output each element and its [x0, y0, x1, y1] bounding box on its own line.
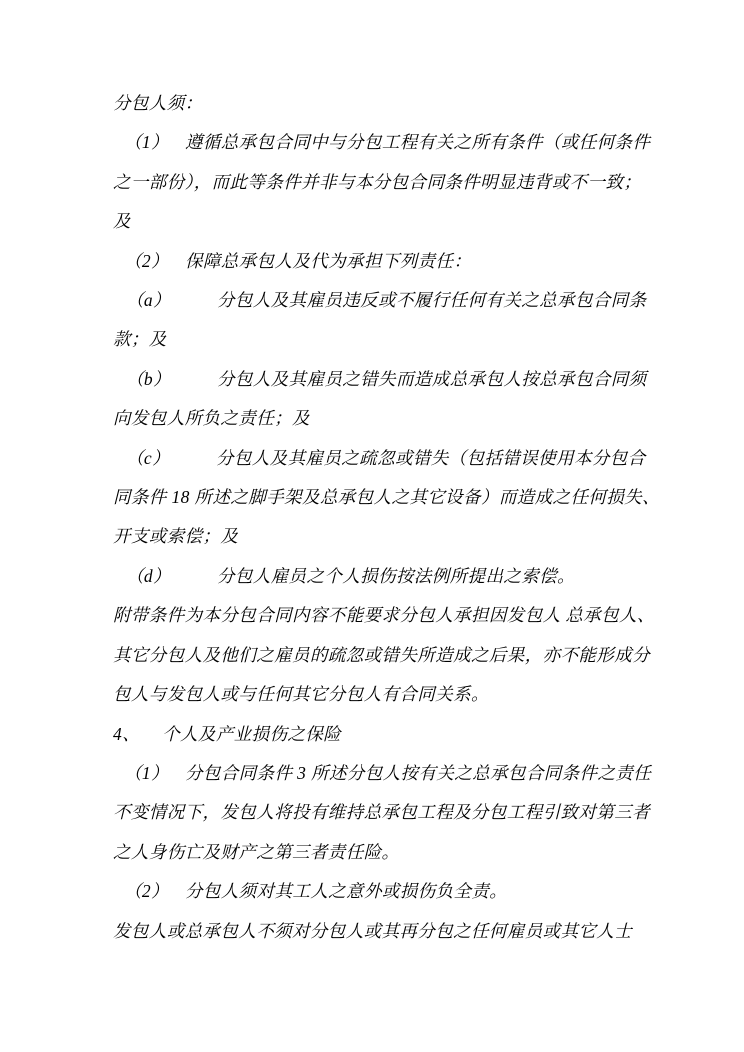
text-line — [113, 793, 650, 832]
line-text: 不变情况下，发包人将投有维持总承包工程及分包工程引致对第三者 — [113, 802, 650, 823]
line-text: 之人身伤亡及财产之第三者责任险。 — [113, 841, 400, 862]
line-text: 发包人或总承包人不须对分包人或其再分包之任何雇员或其它人士 — [113, 920, 633, 941]
line-marker: （a） — [126, 290, 171, 311]
line-text: 附带条件为本分包合同内容不能要求分包人承担因发包人 总承包人、 — [113, 605, 655, 626]
line-text: 款；及 — [113, 329, 167, 350]
line-text: 遵循总承包合同中与分包工程有关之所有条件（或任何条件 — [184, 132, 651, 153]
line-text: 分包人及其雇员违反或不履行任何有关之总承包合同条 — [216, 290, 647, 311]
line-text: 分包合同条件 3 所述分包人按有关之总承包合同条件之责任 — [184, 762, 652, 783]
line-text: 之一部份），而此等条件并非与本分包合同条件明显违背或不一致； — [113, 171, 642, 192]
line-marker: 4、 — [113, 723, 141, 744]
line-text: 向发包人所负之责任；及 — [113, 408, 310, 429]
line-marker: （d） — [126, 565, 171, 586]
text-line — [113, 833, 636, 872]
line-text: 个人及产业损伤之保险 — [162, 723, 342, 744]
text-line — [113, 596, 655, 635]
text-line — [113, 636, 650, 675]
line-marker: （b） — [126, 368, 171, 389]
line-text: 及 — [113, 211, 131, 232]
line-text: 保障总承包人及代为承担下列责任： — [184, 250, 472, 271]
text-line — [113, 517, 636, 556]
line-text: 分包人须对其工人之意外或损伤负全责。 — [184, 881, 508, 902]
text-line — [113, 202, 636, 241]
text-line — [113, 557, 636, 596]
text-line — [113, 478, 660, 517]
text-line — [113, 84, 636, 123]
text-line — [113, 242, 636, 281]
text-line — [113, 912, 636, 951]
text-line — [113, 715, 636, 754]
text-line — [113, 675, 636, 714]
text-line — [113, 439, 646, 478]
line-text: 分包人及其雇员之疏忽或错失（包括错误使用本分包合 — [215, 447, 646, 468]
text-line — [113, 872, 636, 911]
line-text: 其它分包人及他们之雇员的疏忽或错失所造成之后果，亦不能形成分 — [113, 644, 650, 665]
document-body — [113, 84, 660, 951]
text-line — [113, 754, 652, 793]
line-text: 分包人须： — [113, 93, 203, 113]
line-text: 开支或索偿；及 — [113, 526, 239, 547]
line-marker: （1） — [124, 762, 169, 783]
line-marker: （2） — [124, 881, 169, 902]
text-line — [113, 320, 636, 359]
line-text: 分包人雇员之个人损伤按法例所提出之索偿。 — [216, 565, 575, 586]
text-line — [113, 281, 647, 320]
text-line — [113, 163, 642, 202]
text-line — [113, 399, 636, 438]
text-line — [113, 123, 651, 162]
line-text: 同条件 18 所述之脚手架及总承包人之其它设备）而造成之任何损失、 — [113, 487, 660, 508]
text-line — [113, 360, 647, 399]
line-marker: （1） — [124, 132, 169, 153]
line-marker: （2） — [124, 250, 169, 271]
line-marker: （c） — [126, 447, 170, 468]
line-text: 包人与发包人或与任何其它分包人有合同关系。 — [113, 684, 489, 705]
line-text: 分包人及其雇员之错失而造成总承包人按总承包合同须 — [216, 368, 647, 389]
